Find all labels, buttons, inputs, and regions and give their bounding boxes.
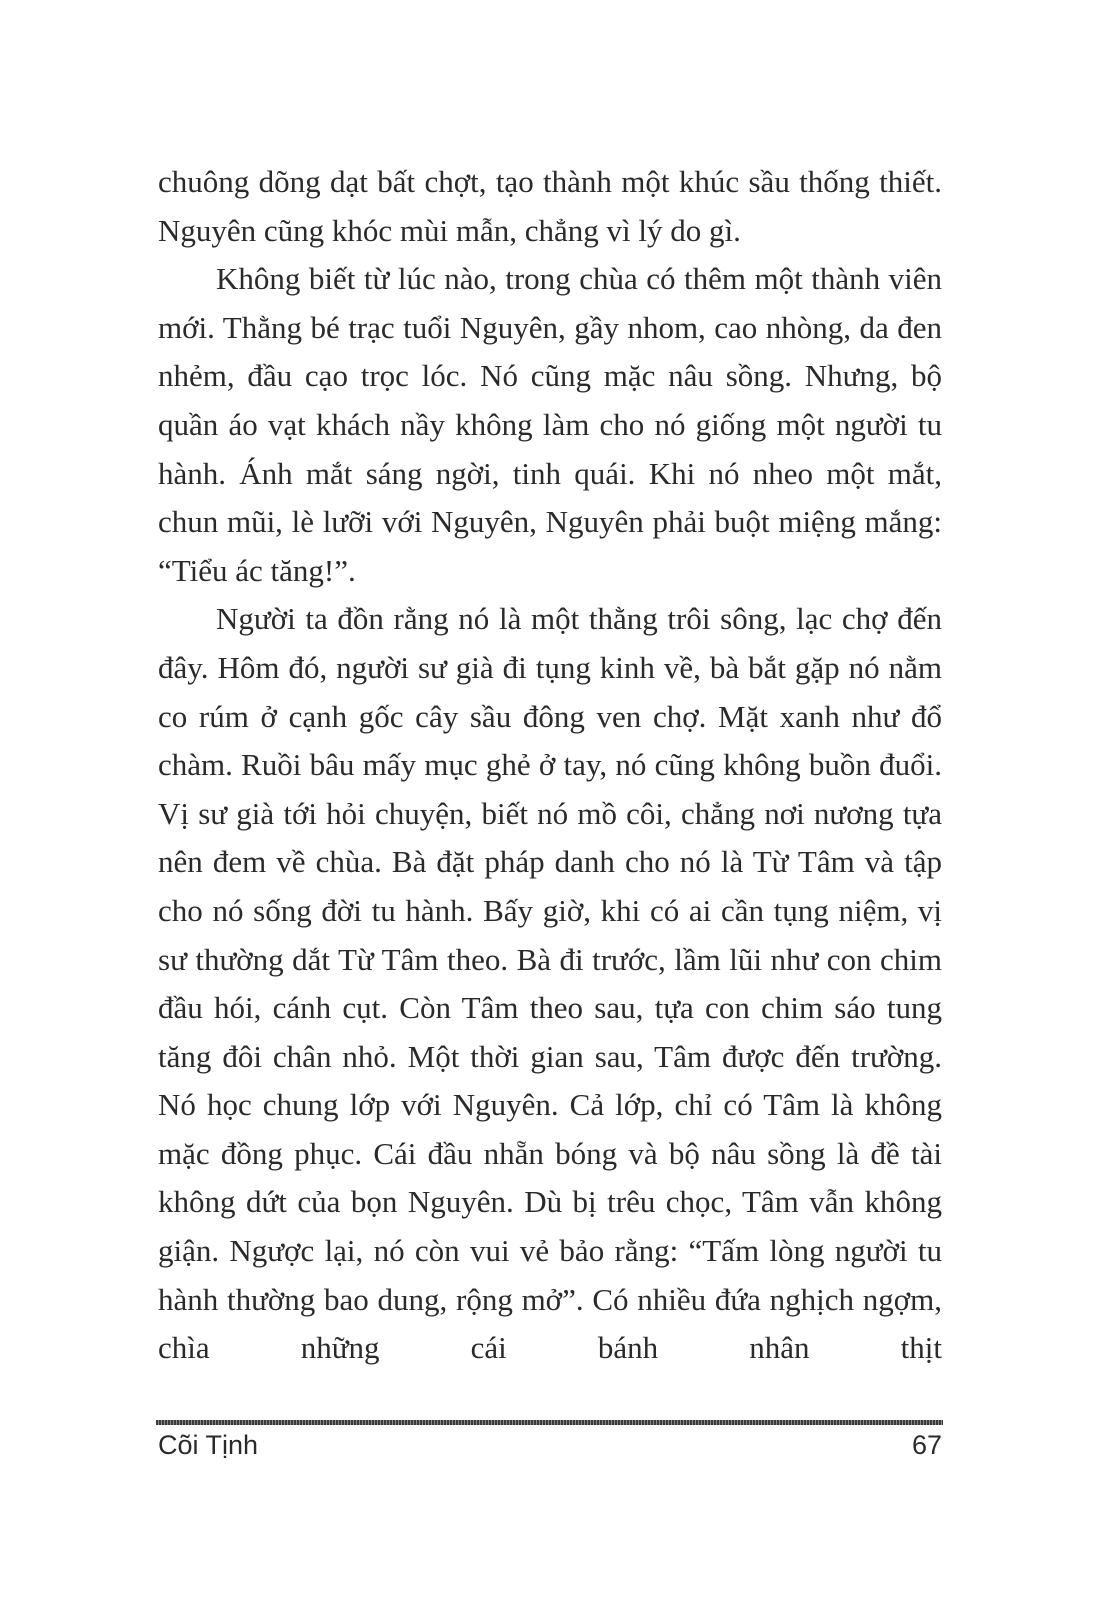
- page-body-text: [158, 158, 942, 1373]
- paragraph: Không biết từ lúc nào, trong chùa có thêm một thành viên mới. Thằng bé trạc tuổi Nguyên, gầy nhom, cao nhòng, da đen nhẻm, đầu cạo trọc lóc. Nó cũng mặc nâu sồng. Nhưng, bộ quần áo vạt khách nầy không làm cho nó giống một người tu hành. Ánh mắt sáng ngời, tinh quái. Khi nó nheo một mắt, chun mũi, lè lưỡi với Nguyên, Nguyên phải buột miệng mắng: “Tiểu ác tăng!”.: [158, 261, 942, 588]
- footer-divider: [156, 1420, 943, 1425]
- paragraph: chuông dõng dạt bất chợt, tạo thành một khúc sầu thống thiết. Nguyên cũng khóc mùi mẫn, chẳng vì lý do gì.: [158, 164, 942, 248]
- running-footer-title: Cõi Tịnh: [158, 1430, 259, 1460]
- paragraph: Người ta đồn rằng nó là một thằng trôi sông, lạc chợ đến đây. Hôm đó, người sư già đi tụng kinh về, bà bắt gặp nó nằm co rúm ở cạnh gốc cây sầu đông ven chợ. Mặt xanh như đổ chàm. Ruồi bâu mấy mục ghẻ ở tay, nó cũng không buồn đuổi. Vị sư già tới hỏi chuyện, biết nó mồ côi, chẳng nơi nương tựa nên đem về chùa. Bà đặt pháp danh cho nó là Từ Tâm và tập cho nó sống đời tu hành. Bấy giờ, khi có ai cần tụng niệm, vị sư thường dắt Từ Tâm theo. Bà đi trước, lầm lũi như con chim đầu hói, cánh cụt. Còn Tâm theo sau, tựa con chim sáo tung tăng đôi chân nhỏ. Một thời gian sau, Tâm được đến trường. Nó học chung lớp với Nguyên. Cả lớp, chỉ có Tâm là không mặc đồng phục. Cái đầu nhẵn bóng và bộ nâu sồng là đề tài không dứt của bọn Nguyên. Dù bị trêu chọc, Tâm vẫn không giận. Ngược lại, nó còn vui vẻ bảo rằng: “Tấm lòng người tu hành thường bao dung, rộng mở”. Có nhiều đứa nghịch ngợm, chìa những cái bánh nhân thịt: [158, 601, 942, 1366]
- page-number: 67: [911, 1430, 942, 1460]
